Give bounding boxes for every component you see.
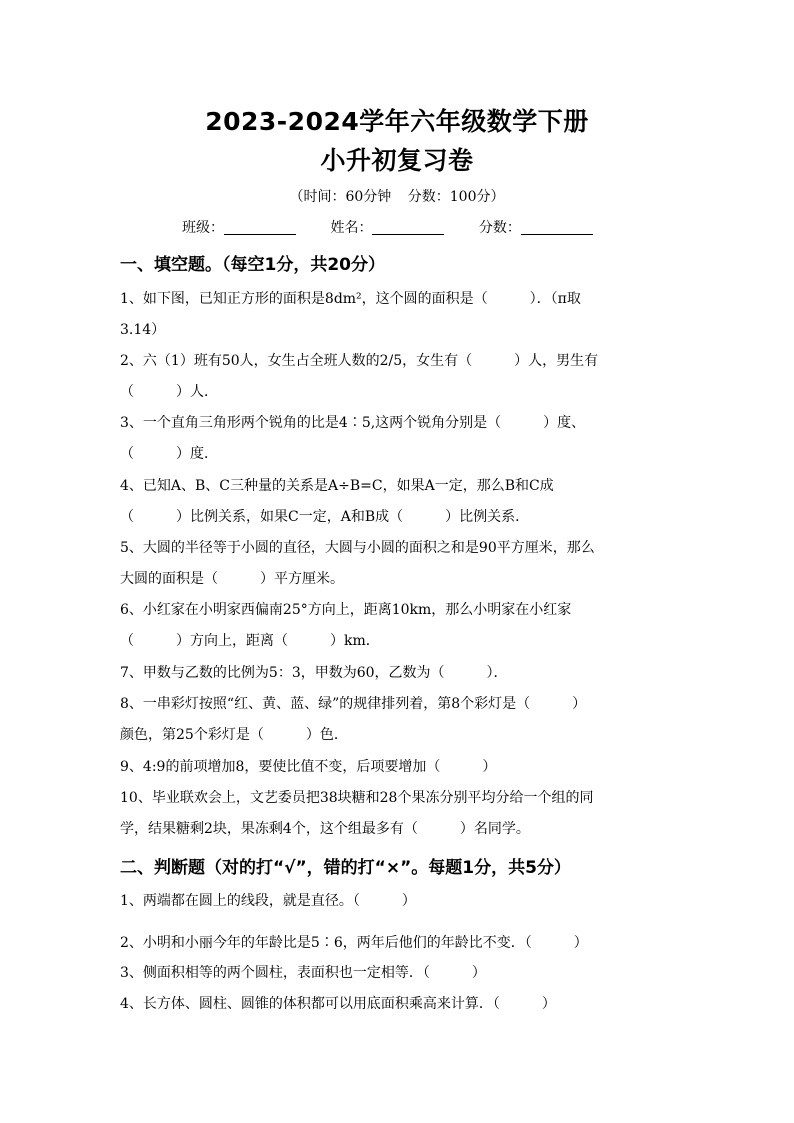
question-line: （ ）度．: [120, 446, 218, 462]
score-blank[interactable]: [521, 220, 593, 235]
question-line: 4、长方体、圆柱、圆锥的体积都可以用底面积乘高来计算．（ ）: [120, 996, 556, 1012]
question-line: 5、大圆的半径等于小圆的直径，大圆与小圆的面积之和是90平方厘米，那么: [120, 540, 595, 556]
exam-meta: [0, 186, 794, 206]
name-label: 姓名：: [330, 220, 373, 236]
question-line: （ ）比例关系，如果C一定，A和B成（ ）比例关系．: [120, 509, 530, 525]
class-field: [182, 217, 296, 237]
question-line: 9、4:9的前项增加8，要使比值不变，后项要增加（ ）: [120, 759, 497, 775]
question-line: 3、一个直角三角形两个锐角的比是4∶5,这两个锐角分别是（ ）度、: [120, 415, 586, 431]
question-line: 大圆的面积是（ ）平方厘米。: [120, 571, 344, 587]
question-line: （ ）人．: [120, 384, 218, 400]
class-label: 班级：: [182, 220, 224, 236]
score-label: 分数：: [478, 220, 521, 236]
question-line: 颜色，第25个彩灯是（ ）色．: [120, 727, 348, 743]
question-line: 6、小红家在小明家西偏南25°方向上，距离10km，那么小明家在小红家: [120, 602, 572, 618]
page-title: 2023-2024学年六年级数学下册: [205, 107, 589, 136]
section-1-title: 一、填空题。（每空1分，共20分）: [120, 255, 385, 275]
question-line: 7、甲数与乙数的比例为5：3，甲数为60，乙数为（ ）．: [120, 665, 508, 681]
question-line: 1、如下图，已知正方形的面积是8dm²，这个圆的面积是（ ）．（π取: [120, 291, 581, 307]
score-field: [479, 217, 593, 237]
section-2-title: 二、判断题（对的打“√”，错的打“×”。每题1分，共5分）: [120, 858, 571, 878]
student-fields: [182, 217, 623, 237]
page-subtitle: 小升初复习卷: [320, 146, 474, 175]
question-line: 4、已知A、B、C三种量的关系是A÷B=C，如果A一定，那么B和C成: [120, 478, 554, 494]
question-line: 10、毕业联欢会上，文艺委员把38块糖和28个果冻分别平均分给一个组的同: [120, 790, 594, 806]
question-line: （ ）方向上，距离（ ）km．: [120, 633, 380, 649]
question-line: 2、六（1）班有50人，女生占全班人数的2/5，女生有（ ）人，男生有: [120, 353, 599, 369]
name-field: [330, 217, 444, 237]
question-line: 2、小明和小丽今年的年龄比是5∶6，两年后他们的年龄比不变．（ ）: [120, 935, 588, 951]
question-line: 3、侧面积相等的两个圆柱，表面积也一定相等．（ ）: [120, 965, 486, 981]
score-info: 分数：100分）: [407, 189, 505, 205]
question-line: 学，结果糖剩2块，果冻剩4个，这个组最多有（ ）名同学。: [120, 821, 530, 837]
time-info: （时间：60分钟: [289, 189, 392, 205]
class-blank[interactable]: [224, 220, 296, 235]
question-line: 3.14）: [120, 322, 166, 338]
question-line: 1、两端都在圆上的线段，就是直径。（ ）: [120, 893, 416, 909]
question-line: 8、一串彩灯按照“红、黄、蓝、绿”的规律排列着，第8个彩灯是（ ）: [120, 696, 587, 712]
name-blank[interactable]: [372, 220, 444, 235]
